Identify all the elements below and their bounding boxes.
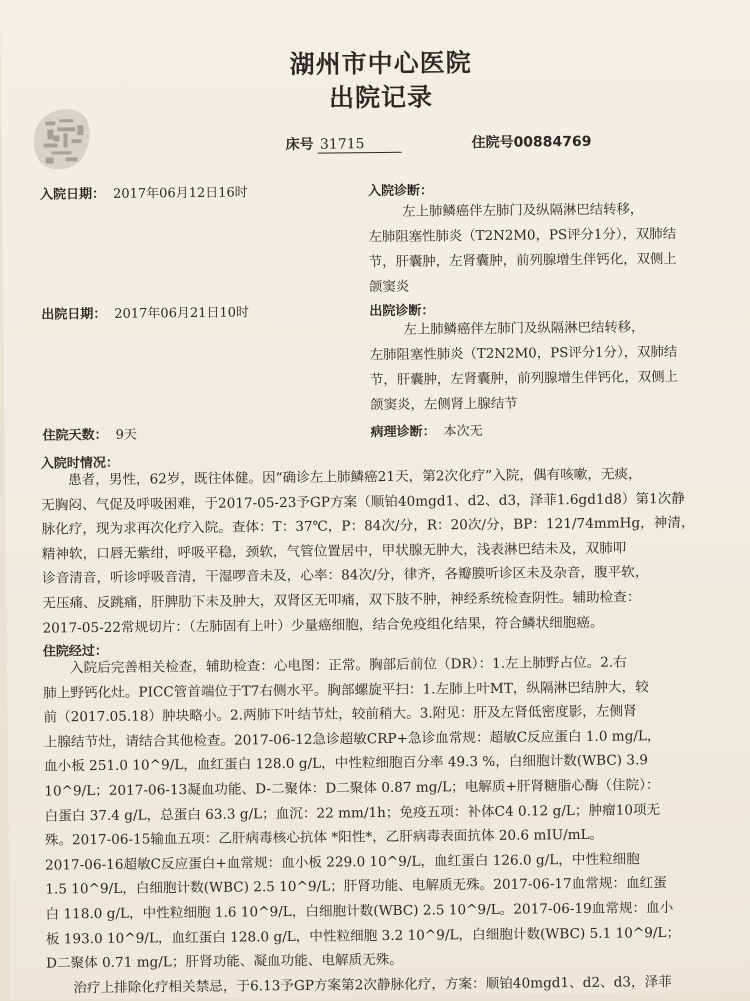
body-line: 白蛋白 37.4 g/L，总蛋白 63.3 g/L；血沉：22 mm/1h；免疫五项：补体C4 0.12 g/L；肿瘤10项无 [44,801,661,825]
body-line: 白 118.0 g/L，中性粒细胞 1.6 10^9/L，白细胞计数(WBC) 2.5 10^9/L。2017-06-19血常规：血小 [45,899,674,923]
body-line: 无胸闷、气促及呼吸困难，于2017-05-23予GP方案（顺铂40mgd1、d2、d3，泽菲1.6gd1d8）第1次静 [41,490,685,514]
body-line: 殊。2017-06-15输血五项：乙肝病毒核心抗体 *阳性*，乙肝病毒表面抗体 20.6 mIU/mL。 [44,826,604,849]
diagnosis-line: 左肺阻塞性肺炎（T2N2M0，PS评分1分），双肺结 [369,344,678,364]
discharge-diagnosis-label: 出院诊断： [369,303,435,320]
admission-number-label: 住院号 [471,134,514,152]
bed-number-label: 床号 [285,136,314,154]
discharge-diagnosis-text [369,315,678,418]
diagnosis-line: 左上肺鳞癌伴左肺门及纵隔淋巴结转移， [402,202,644,220]
bed-number-value: 31715 [318,136,402,154]
admission-date-field [40,181,248,202]
body-line: 2017-06-16超敏C反应蛋白+血常规：血小板 229.0 10^9/L，血红蛋白 126.0 g/L，中性粒细胞 [44,851,640,874]
body-line: 脉化疗，现为求再次化疗入院。查体：T：37℃，P：84次/分，R：20次/分，BP：121/74mmHg，神清， [41,514,695,538]
body-line: 无压痛、反跳痛，肝脾肋下未及肿大，双肾区无叩痛，双下肢不肿，神经系统检查阴性。辅助检查： [42,589,641,612]
admission-diagnosis-text [368,197,677,300]
stay-days-value: 9天 [115,427,137,443]
bed-number-field [285,133,402,154]
admission-date-label: 入院日期： [39,186,106,203]
diagnosis-line: 节，肝囊肿，左肾囊肿，前列腺增生伴钙化，双侧上 [368,251,677,271]
hospital-course-heading: 住院经过： [42,643,108,660]
body-line: 上腺结节灶，请结合其他检查。2017-06-12急诊超敏CRP+急诊血常规：超敏C反应蛋白 1.0 mg/L， [43,727,661,751]
pathology-field [370,420,482,440]
body-line: 患者，男性，62岁，既往体健。因“确诊左上肺鳞癌21天，第2次化疗”入院，偶有咳嗽，无痰， [67,466,642,489]
admission-condition-text [41,462,696,641]
pathology-value: 本次无 [443,423,483,440]
body-line: 前（2017.05.18）肿块略小。2.两肺下叶结节灶，较前稍大。3.附见：肝及左肾低密度影，左侧肾 [43,703,637,726]
body-line: 诊音清音，听诊呼吸音清，干湿啰音未及，心率：84次/分，律齐，各瓣膜听诊区未及杂音，腹平软， [41,564,649,587]
discharge-date-value: 2017年06月21日10时 [114,305,250,322]
body-line: 10^9/L；2017-06-13凝血功能、D-二聚体：D二聚体 0.87 mg/L；电解质+肝肾糖脂心酶（住院）： [44,777,660,800]
body-line: 1.5 10^9/L，白细胞计数(WBC) 2.5 10^9/L；肝肾功能、电解质无殊。2017-06-17血常规：血红蛋 [45,875,667,898]
discharge-date-field [41,301,249,322]
pathology-label: 病理诊断： [370,424,436,441]
diagnosis-line: 左上肺鳞癌伴左肺门及纵隔淋巴结转移， [403,320,645,338]
hospital-course-text [43,650,681,1001]
body-line: 肺上野钙化灶。PICC管首端位于T7右侧水平。胸部螺旋平扫：1.左肺上叶MT，纵隔淋巴结肿大，较 [43,678,649,702]
diagnosis-line: 颌窦炎，左侧肾上腺结节 [370,396,518,414]
admission-condition-heading: 入院时情况： [40,455,119,472]
diagnosis-line: 颌窦炎 [368,279,410,296]
body-line: D二聚体 0.71 mg/L；肝肾功能、凝血功能、电解质无殊。 [46,951,404,972]
stay-days-label: 住院天数： [42,427,108,444]
hospital-name: 湖州市中心医院 [289,48,472,79]
stay-days-field [42,424,136,444]
admission-number-field [471,131,591,152]
admission-number-value: 00884769 [513,133,592,151]
body-line: 血小板 251.0 10^9/L，血红蛋白 128.0 g/L，中性粒细胞百分率 49.3 %，白细胞计数(WBC) 3.9 [43,752,649,775]
body-line: 精神软，口唇无紫绀，呼吸平稳，颈软，气管位置居中，甲状腺无肿大，浅表淋巴结未及，双肺叩 [41,540,627,563]
diagnosis-line: 左肺阻塞性肺炎（T2N2M0，PS评分1分），双肺结 [368,226,677,246]
admission-date-value: 2017年06月12日16时 [112,185,248,202]
admission-diagnosis-label: 入院诊断： [367,183,434,200]
body-line: 治疗上排除化疗相关禁忌，于6.13予GP方案第2次静脉化疗，方案：顺铂40mgd1、d2、d3，泽菲 [73,973,672,997]
diagnosis-line: 节，肝囊肿，左肾囊肿，前列腺增生伴钙化，双侧上 [369,369,679,389]
document-title: 出院记录 [328,82,434,113]
body-line: 板 193.0 10^9/L，血红蛋白 128.0 g/L，中性粒细胞 3.2 10^9/L，白细胞计数(WBC) 5.1 10^9/L； [45,924,681,948]
discharge-date-label: 出院日期： [41,306,107,323]
body-line: 2017-05-22常规切片：（左肺固有上叶）少量癌细胞，结合免疫组化结果，符合鳞状细胞癌。 [42,614,604,637]
body-line: 入院后完善相关检查，辅助检查：心电图：正常。胸部后前位（DR）：1.左上肺野占位。2.右 [69,654,627,677]
